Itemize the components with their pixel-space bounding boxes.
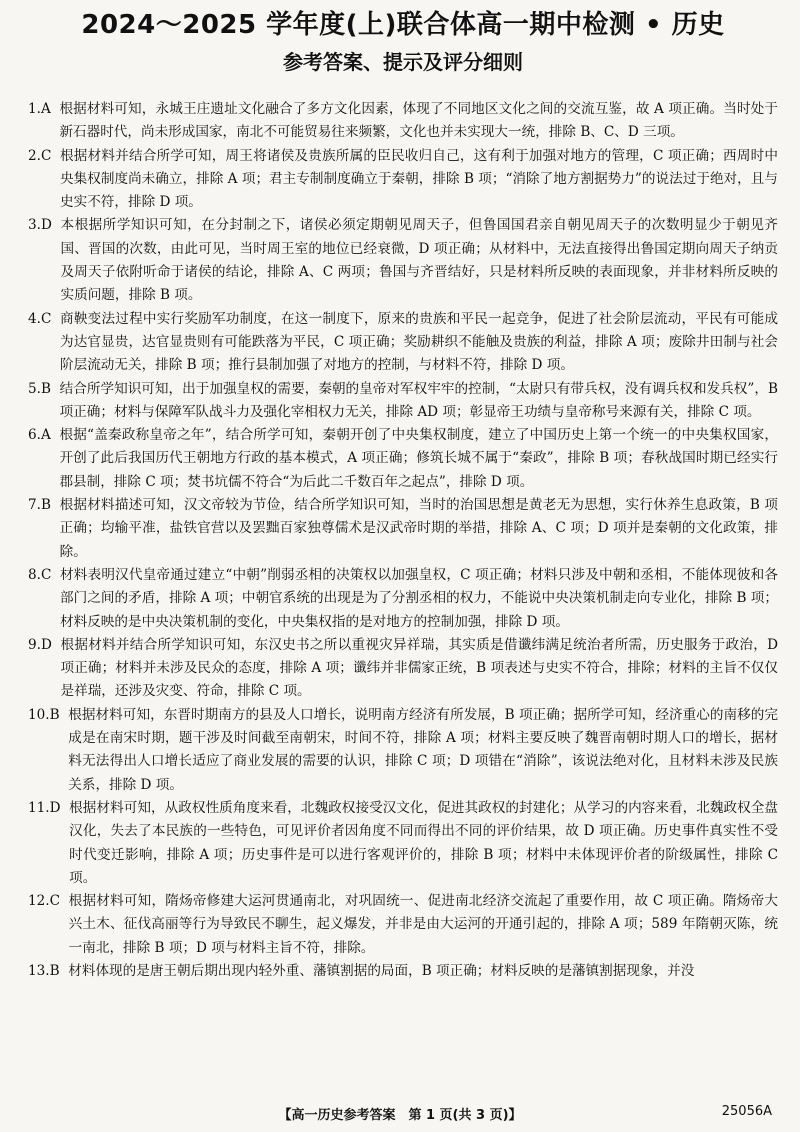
answer-item — [28, 424, 778, 494]
answer-number: 5.B — [28, 380, 60, 397]
answer-number: 1.A — [28, 101, 60, 117]
answer-number: 6.A — [28, 427, 60, 444]
answer-number: 9.D — [28, 636, 61, 653]
answer-item — [28, 378, 778, 425]
answer-item — [28, 634, 778, 704]
answer-explanation: 根据材料并结合所学可知，周王将诸侯及贵族所属的臣民收归自己，这有利于加强对地方的管理，C 项正确；西周时中央集权制度尚未确立，排除 A 项；君主专制制度确立于秦朝，排除 B 项；“消除了地方割据势力”的说法过于绝对，且与史实不符，排除 D 项。 — [60, 147, 778, 211]
answer-item — [28, 98, 778, 145]
answer-explanation: 根据材料可知，从政权性质角度来看，北魏政权接受汉文化，促进其政权的封建化；从学习的内容来看，北魏政权全盘汉化，失去了本民族的一些特色，可见评价者因角度不同而得出不同的评价结果，故 D 项正确。历史事件真实性不受时代变迁影响，排除 A 项；历史事件是可以进行客观评价的，排除 B 项；材料中未体现评价者的阶级属性，排除 C 项。 — [69, 799, 778, 886]
answer-list — [28, 98, 778, 983]
answer-number: 7.B — [28, 497, 60, 514]
answer-explanation: 根据材料可知，永城王庄遗址文化融合了多方文化因素，体现了不同地区文化之间的交流互鉴，故 A 项正确。当时处于新石器时代，尚未形成国家，南北不可能贸易往来频繁，文化也并未实现大一统，排除 B、C、D 三项。 — [59, 101, 778, 141]
answer-number: 8.C — [28, 566, 61, 583]
answer-item — [28, 704, 778, 797]
answer-item — [28, 564, 778, 634]
answer-item — [28, 308, 778, 378]
answer-item — [28, 494, 778, 564]
page-title: 2024～2025 学年度(上)联合体高一期中检测 • 历史 — [81, 10, 725, 40]
answer-explanation: 商鞅变法过程中实行奖励军功制度，在这一制度下，原来的贵族和平民一起竞争，促进了社会阶层流动，平民有可能成为达官显贵，达官显贵则有可能跌落为平民，C 项正确；奖励耕织不能触及贵族的利益，排除 A 项；废除井田制与社会阶层流动无关，排除 B 项；推行县制加强了对地方的控制，与材料不符，排除 D 项。 — [60, 310, 778, 374]
answer-explanation: 根据材料可知，东晋时期南方的县及人口增长，说明南方经济有所发展，B 项正确；据所学可知，经济重心的南移的完成是在南宋时期，题干涉及时间截至南朝宋，时间不符，排除 A 项；材料主要反映了魏晋南朝时期人口的增长，据材料无法得出人口增长适应了商业发展的需要的认识，排除 C 项；D 项错在“消除”，该说法绝对化，且材料未涉及民族关系，排除 D 项。 — [68, 706, 778, 793]
answer-item — [28, 145, 778, 215]
answer-explanation: 材料体现的是唐王朝后期出现内轻外重、藩镇割据的局面，B 项正确；材料反映的是藩镇割据现象，并没 — [68, 962, 695, 979]
footer-page-label: 【高一历史参考答案 第 1 页(共 3 页)】 — [278, 1108, 522, 1123]
page-subtitle: 参考答案、提示及评分细则 — [283, 50, 523, 74]
answer-item — [28, 960, 778, 983]
answer-item — [28, 797, 778, 890]
answer-number: 10.B — [28, 706, 69, 723]
answer-explanation: 本根据所学知识可知，在分封制之下，诸侯必须定期朝见周天子，但鲁国国君亲自朝见周天子的次数明显少于朝见齐国、晋国的次数，由此可见，当时周王室的地位已经衰微，D 项正确；从材料中，无法直接得出鲁国定期向周天子纳贡及周天子依附听命于诸侯的结论，排除 A、C 两项；鲁国与齐晋结好，只是材料所反映的表面现象，并非材料所反映的实质问题，排除 B 项。 — [60, 217, 778, 304]
answer-number: 11.D — [28, 799, 70, 816]
answer-explanation: 材料表明汉代皇帝通过建立“中朝”削弱丞相的决策权以加强皇权，C 项正确；材料只涉及中朝和丞相，不能体现彼和各部门之间的矛盾，排除 A 项；中朝官系统的出现是为了分割丞相的权力，不能说中央决策机制走向专业化，排除 B 项；材料反映的是中央决策机制的变化，中央集权指的是对地方的控制加强，排除 D 项。 — [60, 566, 778, 630]
page-footer — [0, 1102, 800, 1126]
answer-number: 3.D — [28, 217, 61, 234]
answer-number: 13.B — [28, 962, 69, 979]
answer-number: 12.C — [28, 893, 69, 910]
answer-explanation: 结合所学知识可知，出于加强皇权的需要，秦朝的皇帝对军权牢牢的控制，“太尉只有带兵权，没有调兵权和发兵权”，B 项正确；材料与保障军队战斗力及强化宰相权力无关，排除 AD 项；彰显帝王功绩与皇帝称号来源有关，排除 C 项。 — [59, 380, 778, 420]
answer-number: 4.C — [28, 310, 61, 327]
answer-explanation: 根据材料可知，隋炀帝修建大运河贯通南北，对巩固统一、促进南北经济交流起了重要作用，故 C 项正确。隋炀帝大兴土木、征伐高丽等行为导致民不聊生，起义爆发，并非是由大运河的开通引起的，排除 A 项；589 年隋朝灭陈，统一南北，排除 B 项；D 项与材料主旨不符，排除。 — [68, 893, 778, 956]
footer-code: 25056A — [721, 1104, 772, 1119]
answer-item — [28, 890, 778, 960]
answer-number: 2.C — [28, 147, 61, 164]
answer-explanation: 根据材料描述可知，汉文帝较为节俭，结合所学知识可知，当时的治国思想是黄老无为思想，实行休养生息政策，B 项正确；均输平准，盐铁官营以及罢黜百家独尊儒术是汉武帝时期的举措，排除 A、C 项；D 项并是秦朝的文化政策，排除。 — [59, 497, 778, 560]
answer-explanation: 根据材料并结合所学知识可知，东汉史书之所以重视灾异祥瑞，其实质是借谶纬满足统治者所需，历史服务于政治，D 项正确；材料并未涉及民众的态度，排除 A 项；谶纬并非儒家正统，B 项表述与史实不符合，排除；材料的主旨不仅仅是祥瑞，还涉及灾变、符命，排除 C 项。 — [60, 636, 778, 700]
answer-item — [28, 214, 778, 307]
answer-explanation: 根据“盖秦政称皇帝之年”，结合所学可知，秦朝开创了中央集权制度，建立了中国历史上第一个统一的中央集权国家，开创了此后我国历代王朝地方行政的基本模式，A 项正确；修筑长城不属于“秦政”，排除 B 项；春秋战国时期已经实行郡县制，排除 C 项；焚书坑儒不符合“为后此二千数百年之起点”，排除 D 项。 — [59, 427, 778, 490]
